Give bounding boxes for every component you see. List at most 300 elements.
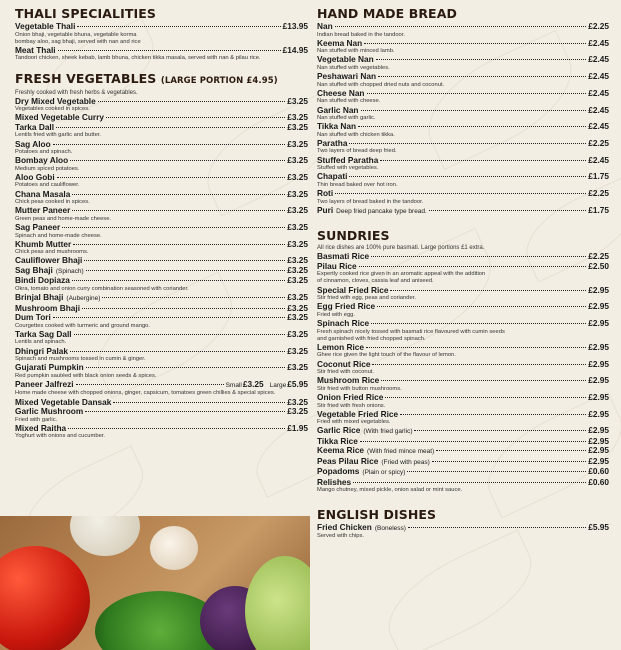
- dotted-leader: [385, 397, 586, 398]
- menu-item-name: Mixed Raitha: [15, 422, 67, 433]
- menu-item-price: £2.95: [588, 392, 609, 403]
- menu-item: [15, 223, 308, 240]
- dotted-leader: [77, 26, 280, 27]
- menu-item-name: Relishes: [317, 476, 352, 487]
- menu-item-row: [317, 252, 609, 262]
- dotted-leader: [76, 384, 224, 385]
- menu-item-name: Popadoms: [317, 466, 360, 477]
- dotted-leader: [408, 527, 586, 528]
- menu-item-description: Nan stuffed with chicken tikka.: [317, 131, 395, 138]
- cabbage-shape: [245, 556, 310, 650]
- menu-item-name: Garlic Rice: [317, 425, 361, 436]
- menu-item: [317, 467, 609, 478]
- dotted-leader: [377, 306, 586, 307]
- dotted-leader: [360, 441, 586, 442]
- menu-item-price: £3.25: [287, 302, 308, 313]
- dotted-leader: [72, 280, 285, 281]
- menu-item-price: £3.25: [287, 264, 308, 275]
- menu-item-price: £2.45: [588, 121, 609, 132]
- menu-item-row: [317, 286, 609, 296]
- menu-item-description: Two layers of bread deep fried.: [317, 148, 397, 155]
- menu-item-row: [317, 22, 609, 32]
- menu-item-price: £13.95: [282, 21, 308, 31]
- menu-item: [317, 139, 609, 156]
- menu-item-price: £3.25: [287, 292, 308, 303]
- menu-item-row: [317, 262, 609, 272]
- menu-item: [15, 363, 308, 380]
- menu-item-price: £3.25: [287, 406, 308, 417]
- menu-item-row: [317, 467, 609, 478]
- fresh-vegetables-title: FRESH VEGETABLES: [15, 70, 157, 86]
- menu-item: [317, 457, 609, 468]
- menu-item-name: Brinjal Bhaji: [15, 292, 64, 303]
- menu-item-name: Gujarati Pumpkin: [15, 362, 84, 373]
- menu-item-price: £2.45: [588, 71, 609, 82]
- english-heading: ENGLISH DISHES: [317, 506, 437, 522]
- menu-item-row: [317, 457, 609, 468]
- menu-item-price: £3.25: [287, 238, 308, 249]
- menu-item-description: Stir fried with button mushrooms.: [317, 385, 402, 392]
- dotted-leader: [429, 210, 586, 211]
- dotted-leader: [378, 76, 586, 77]
- menu-item-description: Stir fried with egg, peas and coriander.: [317, 295, 416, 302]
- menu-item: [317, 319, 609, 343]
- menu-item-price: £2.95: [588, 435, 609, 446]
- menu-item-name: Tarka Dall: [15, 121, 55, 132]
- menu-item-name: Mixed Vegetable Curry: [15, 112, 104, 123]
- menu-item: [317, 376, 609, 393]
- menu-item-description: Stir fried with coconut.: [317, 369, 375, 376]
- menu-item-row: [15, 113, 308, 123]
- menu-item-name: Dry Mixed Vegetable: [15, 95, 96, 106]
- menu-item: [15, 256, 308, 266]
- fresh-vegetables-items: [15, 97, 308, 441]
- dotted-leader: [102, 297, 285, 298]
- menu-item: [317, 262, 609, 286]
- menu-item-price: £2.25: [588, 137, 609, 148]
- menu-item-row: [317, 319, 609, 329]
- menu-item-name: Keema Rice: [317, 445, 365, 456]
- menu-item-name: Mushroom Bhaji: [15, 302, 80, 313]
- menu-item-description: Okra, tomato and onion curry combination seasoned with coriander.: [15, 285, 189, 292]
- menu-item-name: Mutter Paneer: [15, 205, 71, 216]
- menu-item-name: Tikka Nan: [317, 121, 357, 132]
- dotted-leader: [414, 430, 586, 431]
- menu-item: [15, 173, 308, 190]
- menu-item-description: Indian bread baked in the tandoor.: [317, 31, 405, 38]
- dotted-leader: [376, 59, 587, 60]
- menu-item-row: [317, 72, 609, 82]
- menu-item-row: [15, 330, 308, 340]
- menu-item-row: [15, 380, 308, 391]
- menu-item-description: Expertly cooked rice given in an aromatic appeal with the addition of cinnamon, cloves, cassia leaf and aniseed.: [317, 271, 486, 285]
- dotted-leader: [400, 414, 586, 415]
- menu-item-price: £3.25: [287, 188, 308, 199]
- dotted-leader: [84, 260, 285, 261]
- menu-item-row: [15, 256, 308, 266]
- menu-item-price: £1.75: [588, 171, 609, 182]
- bread-section: [317, 6, 609, 216]
- dotted-leader: [70, 351, 285, 352]
- menu-item-name: Sag Aloo: [15, 138, 51, 149]
- menu-item-description: Onion bhaji, vegetable bhuna, vegetable korma bombay aloo, sag bhaji, served with nan and rice: [15, 31, 141, 45]
- menu-item-name: Onion Fried Rice: [317, 392, 384, 403]
- dotted-leader: [436, 450, 586, 451]
- menu-item-name: Roti: [317, 188, 334, 199]
- menu-item-row: [15, 46, 308, 56]
- sundries-section: [317, 228, 609, 494]
- menu-item: [317, 106, 609, 123]
- menu-item-name: Aloo Gobi: [15, 171, 55, 182]
- menu-item-name: Pilau Rice: [317, 260, 357, 271]
- fresh-vegetables-heading: [15, 71, 308, 89]
- menu-item-description: Nan stuffed with vegetables.: [317, 64, 390, 71]
- dotted-leader: [371, 323, 586, 324]
- menu-item: [15, 97, 308, 114]
- menu-item-price: £2.95: [588, 455, 609, 466]
- menu-item: [15, 140, 308, 157]
- menu-item-note: (With fried mince meat): [367, 448, 435, 456]
- dotted-leader: [380, 160, 586, 161]
- menu-item-name: Spinach Rice: [317, 318, 370, 329]
- menu-item: [15, 313, 308, 330]
- menu-item: [317, 360, 609, 377]
- menu-item-row: [317, 156, 609, 166]
- menu-item-price: £0.60: [588, 466, 609, 477]
- menu-item-description: Fried with egg.: [317, 311, 356, 318]
- menu-item-price: £2.45: [588, 104, 609, 115]
- menu-item-price: £3.25: [242, 378, 264, 389]
- tomato-shape: [0, 546, 90, 650]
- dotted-leader: [335, 26, 587, 27]
- menu-item-price: £2.95: [588, 318, 609, 329]
- menu-item-name: Sag Bhaji: [15, 264, 53, 275]
- menu-item-description: Green peas and home-made cheese.: [15, 215, 112, 222]
- menu-item: [15, 304, 308, 314]
- menu-item-description: Fried with garlic.: [15, 416, 58, 423]
- menu-item-name: Mushroom Rice: [317, 375, 380, 386]
- menu-item-price: £2.45: [588, 154, 609, 165]
- menu-item-row: [15, 223, 308, 233]
- thali-heading: THALI SPECIALITIES: [15, 6, 156, 21]
- menu-item: [317, 478, 609, 495]
- menu-item-note: (Fried with peas): [381, 458, 430, 466]
- menu-item-row: [15, 22, 308, 32]
- menu-item-row: [317, 393, 609, 403]
- menu-item-note: (Spinach): [55, 267, 84, 275]
- menu-item-price: £3.25: [287, 222, 308, 233]
- menu-item-name: Dhingri Palak: [15, 345, 69, 356]
- menu-item: [317, 22, 609, 39]
- dotted-leader: [372, 364, 586, 365]
- menu-item-description: Nan stuffed with chopped dried nuts and coconut.: [317, 81, 445, 88]
- menu-item: [15, 424, 308, 441]
- menu-item: [15, 113, 308, 123]
- menu-item-name: Stuffed Paratha: [317, 154, 379, 165]
- menu-item-description: Medium spiced potatoes.: [15, 165, 80, 172]
- menu-item-name: Cauliflower Bhaji: [15, 255, 83, 266]
- menu-item: [15, 330, 308, 347]
- menu-item-name: Cheese Nan: [317, 87, 365, 98]
- menu-item: [317, 252, 609, 262]
- menu-item-name: Tikka Rice: [317, 435, 358, 446]
- menu-item-price: £3.25: [287, 155, 308, 166]
- menu-item-note: (With fried garlic): [363, 428, 413, 436]
- menu-item-row: [15, 123, 308, 133]
- menu-item: [317, 122, 609, 139]
- menu-item: [317, 72, 609, 89]
- dotted-leader: [432, 461, 586, 462]
- menu-item-row: [15, 424, 308, 434]
- dotted-leader: [68, 428, 285, 429]
- menu-item: [317, 206, 609, 217]
- menu-item-description: Chick peas and mushrooms.: [15, 249, 89, 256]
- sundries-heading: SUNDRIES: [317, 228, 390, 244]
- menu-item: [15, 156, 308, 173]
- menu-item: [317, 39, 609, 56]
- menu-item-name: Fried Chicken: [317, 521, 372, 532]
- menu-item: [317, 393, 609, 410]
- menu-item-name: Keema Nan: [317, 37, 363, 48]
- menu-item: [317, 156, 609, 173]
- menu-item-description: Red pumpkin sautéed with black onion seeds & spices.: [15, 372, 157, 379]
- dotted-leader: [407, 471, 586, 472]
- menu-item-description: Chick peas cooked in spices.: [15, 199, 90, 206]
- menu-item-row: [15, 190, 308, 200]
- menu-item-price: £14.95: [282, 44, 308, 55]
- menu-item-description: Vegetables cooked in spices.: [15, 106, 90, 113]
- menu-item: [317, 523, 609, 541]
- menu-item-description: Tandoori chicken, sheek kebab, lamb bhuna, chicken tikka masala, served with nan & pilau rice.: [15, 55, 261, 62]
- menu-item-description: Stuffed with vegetables.: [317, 165, 379, 172]
- menu-item-price: £2.25: [588, 21, 609, 31]
- menu-item-price-large: £5.95: [287, 378, 308, 389]
- dotted-leader: [335, 193, 586, 194]
- menu-item: [15, 22, 308, 46]
- menu-item-price: £3.25: [287, 275, 308, 286]
- dotted-leader: [86, 270, 286, 271]
- menu-item-name: Nan: [317, 21, 333, 31]
- menu-item: [317, 343, 609, 360]
- menu-item-name: Bombay Aloo: [15, 155, 69, 166]
- dotted-leader: [85, 411, 285, 412]
- menu-item-name: Basmati Rice: [317, 251, 370, 262]
- menu-item-row: [317, 139, 609, 149]
- thali-items: [15, 22, 308, 63]
- menu-item: [15, 380, 308, 398]
- menu-item-name: Egg Fried Rice: [317, 301, 376, 312]
- thali-section: [15, 6, 308, 63]
- menu-item-row: [15, 407, 308, 417]
- dotted-leader: [106, 117, 285, 118]
- price-small-label: Small: [225, 381, 242, 389]
- menu-item-name: Mixed Vegetable Dansak: [15, 396, 112, 407]
- menu-item-description: Fried with mixed vegetables.: [317, 419, 391, 426]
- menu-item-description: Potatoes and spinach.: [15, 149, 73, 156]
- menu-item-description: Spinach and home-made cheese.: [15, 232, 102, 239]
- menu-item: [317, 55, 609, 72]
- dotted-leader: [381, 380, 586, 381]
- dotted-leader: [349, 143, 586, 144]
- menu-item: [317, 286, 609, 303]
- menu-item-description: Spinach and mushrooms tossed in cumin & ginger.: [15, 356, 146, 363]
- menu-item-price: £2.45: [588, 37, 609, 48]
- english-items: [317, 523, 609, 541]
- menu-item-name: Garlic Nan: [317, 104, 359, 115]
- menu-item-name: Lemon Rice: [317, 341, 365, 352]
- dotted-leader: [364, 43, 586, 44]
- menu-item-name: Khumb Mutter: [15, 238, 72, 249]
- menu-item-description: Lentils and spinach.: [15, 339, 67, 346]
- menu-item-name: Dum Tori: [15, 312, 51, 323]
- menu-item-row: [317, 302, 609, 312]
- menu-item-price: £3.25: [287, 112, 308, 123]
- menu-item-price: £3.25: [287, 328, 308, 339]
- menu-item-price: £2.25: [588, 251, 609, 262]
- english-section: [317, 507, 609, 541]
- dotted-leader: [82, 308, 285, 309]
- menu-item-price: £2.45: [588, 87, 609, 98]
- dotted-leader: [86, 367, 286, 368]
- dotted-leader: [371, 256, 586, 257]
- menu-item: [15, 190, 308, 207]
- dotted-leader: [390, 290, 586, 291]
- menu-item-name: Peshawari Nan: [317, 71, 377, 82]
- menu-item-name: Paneer Jalfrezi: [15, 378, 74, 389]
- menu-item-description: Courgettes cooked with turmeric and ground mango.: [15, 322, 151, 329]
- dotted-leader: [98, 101, 286, 102]
- menu-item-row: [317, 122, 609, 132]
- menu-item-row: [15, 304, 308, 314]
- menu-item-name: Tarka Sag Dall: [15, 328, 72, 339]
- menu-item-row: [317, 106, 609, 116]
- menu-item: [317, 302, 609, 319]
- menu-item-row: [317, 206, 609, 217]
- menu-item-description: Mango chutney, mixed pickle, onion salad or mint sauce.: [317, 487, 463, 494]
- menu-item-row: [317, 360, 609, 370]
- menu-item-price: £2.95: [588, 341, 609, 352]
- menu-item-row: [15, 240, 308, 250]
- mushroom-shape: [70, 516, 140, 556]
- menu-item: [317, 172, 609, 189]
- menu-item-description: Home made cheese with chopped onions, ginger, capsicum, tomatoes green chillies & special spices.: [15, 390, 276, 397]
- menu-item-note: (Aubergine): [66, 295, 101, 303]
- menu-item-price: £3.25: [287, 312, 308, 323]
- menu-item-description: Nan stuffed with cheese.: [317, 98, 381, 105]
- vegetables-photo: [0, 516, 310, 650]
- menu-item-name: Chana Masala: [15, 188, 71, 199]
- menu-item: [317, 410, 609, 427]
- menu-item: [15, 407, 308, 424]
- fresh-vegetables-section: [15, 71, 308, 441]
- menu-item-description: Potatoes and cauliflower.: [15, 182, 80, 189]
- menu-item-name: Bindi Dopiaza: [15, 275, 70, 286]
- menu-item-name: Paratha: [317, 137, 348, 148]
- menu-item: [317, 426, 609, 437]
- menu-item-note: (Plain or spicy): [362, 469, 406, 477]
- menu-item-name: Vegetable Nan: [317, 54, 374, 65]
- menu-item-row: [15, 313, 308, 323]
- menu-item: [317, 189, 609, 206]
- menu-item-row: [317, 89, 609, 99]
- menu-item-row: [15, 97, 308, 107]
- dotted-leader: [53, 144, 286, 145]
- dotted-leader: [57, 177, 286, 178]
- menu-item: [15, 347, 308, 364]
- menu-item: [15, 206, 308, 223]
- menu-item-name: Garlic Mushroom: [15, 406, 84, 417]
- menu-item-inline-description: Deep fried pancake type bread.: [336, 207, 427, 215]
- menu-item-price: £1.95: [287, 422, 308, 433]
- dotted-leader: [74, 334, 286, 335]
- menu-item-description: Fresh spinach nicely tossed with basmati rice flavoured with cumin seeds and garnished with fried chopped spinach.: [317, 328, 505, 342]
- menu-item-row: [15, 347, 308, 357]
- menu-item-price: £2.95: [588, 445, 609, 456]
- menu-item-description: Lentils fried with garlic and butter.: [15, 132, 102, 139]
- garlic-shape: [150, 526, 198, 570]
- dotted-leader: [359, 266, 587, 267]
- menu-item-description: Ghee rice given the light touch of the flavour of lemon.: [317, 352, 456, 359]
- menu-item-price: £3.25: [287, 138, 308, 149]
- menu-item-description: Nan stuffed with minced lamb.: [317, 48, 395, 55]
- menu-item-price: £3.25: [287, 95, 308, 106]
- menu-item-row: [15, 363, 308, 373]
- menu-item-price: £2.95: [588, 408, 609, 419]
- menu-item-name: Peas Pilau Rice: [317, 455, 379, 466]
- price-large-label: Large: [269, 381, 287, 389]
- menu-item-price: £3.25: [287, 255, 308, 266]
- left-column: [15, 6, 308, 449]
- dotted-leader: [73, 244, 285, 245]
- menu-item-note: (Boneless): [374, 524, 406, 532]
- menu-item-price: £2.95: [588, 284, 609, 295]
- fresh-vegetables-subtitle: (LARGE PORTION £4.95): [160, 75, 278, 86]
- menu-item-price: £3.25: [287, 171, 308, 182]
- menu-item-price: £3.25: [287, 345, 308, 356]
- menu-item-row: [317, 39, 609, 49]
- menu-item-row: [317, 55, 609, 65]
- menu-item-price: £2.50: [588, 260, 609, 271]
- menu-item-row: [15, 156, 308, 166]
- menu-item-price: £3.25: [287, 121, 308, 132]
- menu-item-price: £0.60: [588, 476, 609, 487]
- menu-item-row: [317, 343, 609, 353]
- menu-item-name: Vegetable Fried Rice: [317, 408, 399, 419]
- menu-item-price: £2.45: [588, 54, 609, 65]
- dotted-leader: [366, 347, 586, 348]
- menu-item-name: Vegetable Thali: [15, 21, 76, 31]
- menu-item: [317, 89, 609, 106]
- menu-item: [15, 276, 308, 293]
- menu-item-price: £2.95: [588, 375, 609, 386]
- menu-item-description: Nan stuffed with garlic.: [317, 115, 376, 122]
- dotted-leader: [361, 110, 587, 111]
- menu-item-row: [317, 426, 609, 437]
- fresh-vegetables-intro: Freshly cooked with fresh herbs & vegetables.: [15, 89, 138, 96]
- right-column: [317, 6, 609, 548]
- menu-item-price: £2.95: [588, 425, 609, 436]
- menu-item-description: Thin bread baked over hot iron.: [317, 181, 398, 188]
- menu-item-row: [317, 376, 609, 386]
- dotted-leader: [113, 402, 285, 403]
- bread-heading: HAND MADE BREAD: [317, 6, 457, 21]
- menu-item-price: £2.95: [588, 358, 609, 369]
- dotted-leader: [358, 126, 586, 127]
- menu-item: [15, 123, 308, 140]
- menu-item-price: £5.95: [588, 521, 609, 532]
- menu-item: [15, 46, 308, 63]
- menu-item-row: [15, 276, 308, 286]
